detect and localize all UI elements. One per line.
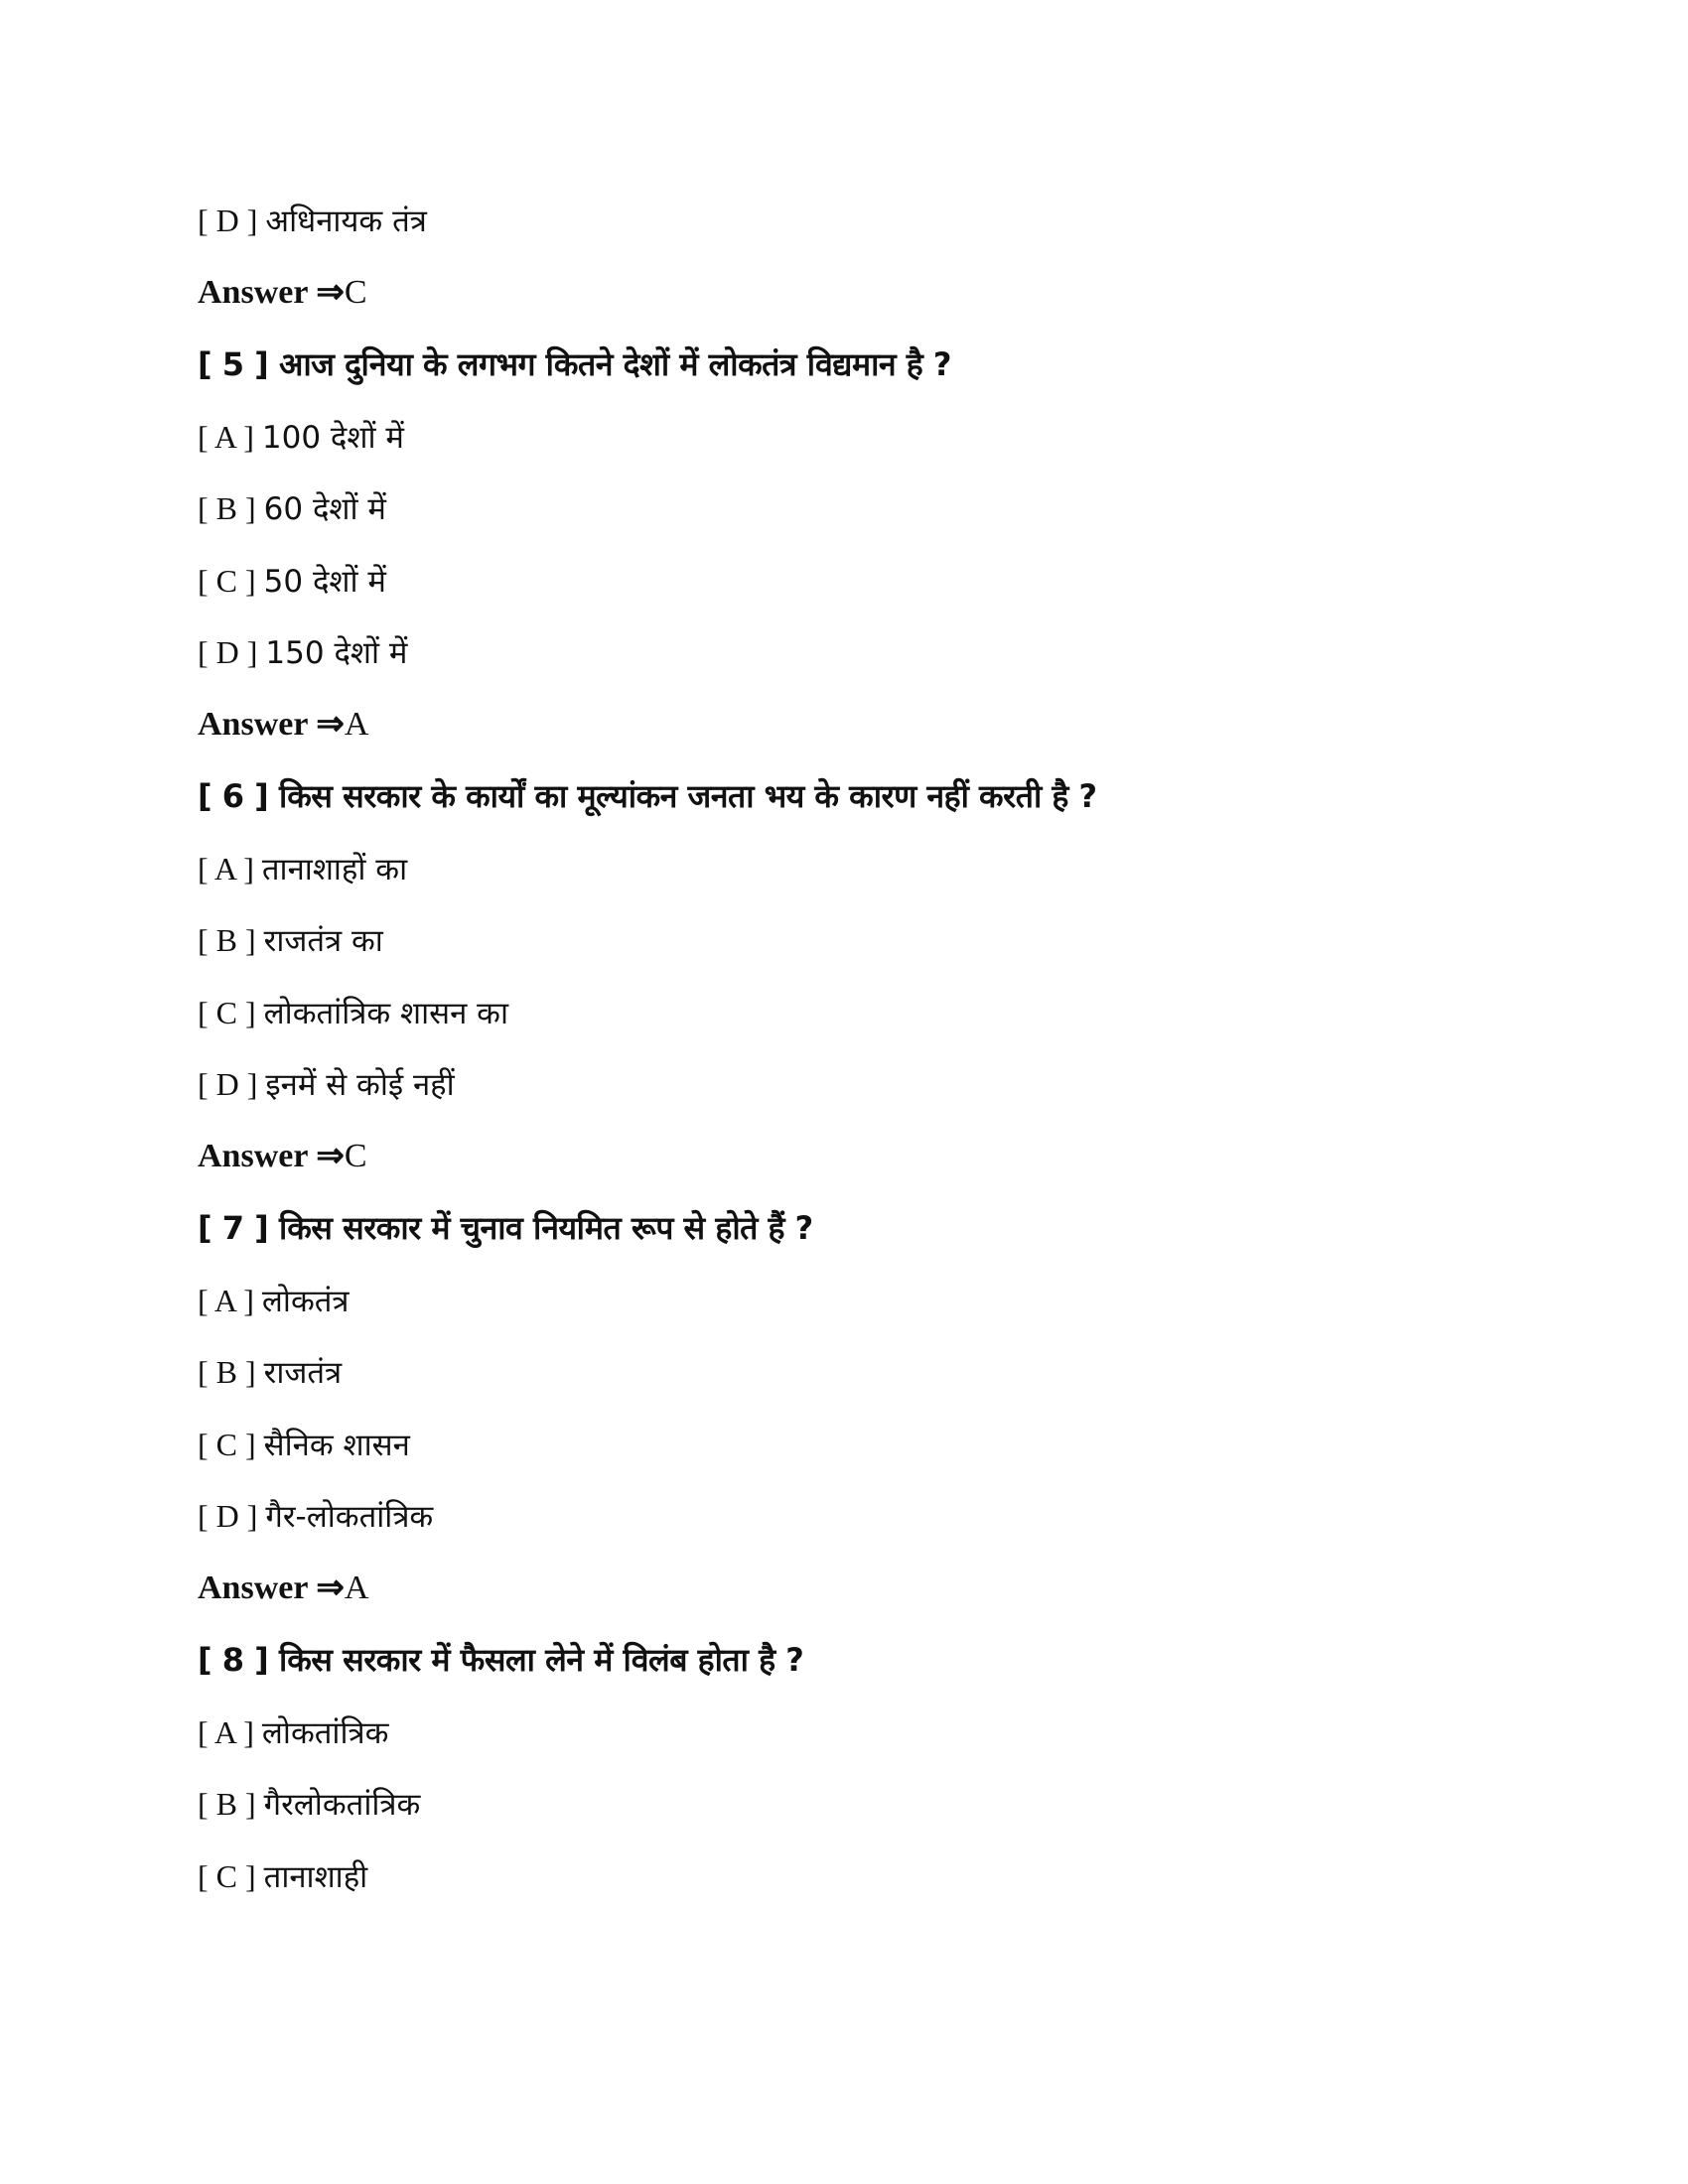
question-number: [ 5 ] (198, 345, 269, 383)
option-a (198, 833, 1097, 905)
option-label: [ C ] (198, 1426, 256, 1462)
option-b (198, 473, 1097, 545)
option-c (198, 545, 1097, 617)
option-d (198, 185, 1097, 257)
option-text: गैरलोकतांत्रिक (263, 1787, 421, 1823)
option-label: [ A ] (198, 1282, 254, 1318)
option-a (198, 1265, 1097, 1337)
option-d (198, 1048, 1097, 1121)
question-number: [ 8 ] (198, 1641, 269, 1679)
option-text: 60 देशों में (263, 491, 386, 527)
option-label: [ A ] (198, 1713, 254, 1750)
option-d (198, 1480, 1097, 1553)
option-text: सैनिक शासन (263, 1427, 410, 1463)
answer-prefix: Answer ⇒ (198, 1137, 345, 1174)
option-b (198, 904, 1097, 977)
option-label: [ D ] (198, 1498, 258, 1534)
answer-prefix: Answer ⇒ (198, 1569, 345, 1606)
question-number: [ 7 ] (198, 1209, 269, 1247)
option-text: तानाशाही (263, 1858, 368, 1895)
option-d (198, 616, 1097, 689)
option-text: 150 देशों में (265, 635, 408, 671)
question-text: किस सरकार में फैसला लेने में विलंब होता है ? (278, 1641, 804, 1679)
option-text: 50 देशों में (263, 563, 386, 600)
option-text: लोकतंत्र (261, 1283, 350, 1319)
answer-line (198, 1553, 1097, 1625)
question-text: किस सरकार में चुनाव नियमित रूप से होते हैं ? (278, 1209, 813, 1247)
option-label: [ C ] (198, 562, 256, 599)
answer-prefix: Answer ⇒ (198, 273, 345, 311)
answer-value: C (344, 1137, 367, 1174)
question-number: [ 6 ] (198, 777, 269, 815)
question-7 (198, 1192, 1097, 1265)
option-text: लोकतांत्रिक शासन का (263, 995, 508, 1031)
answer-line (198, 689, 1097, 761)
option-label: [ C ] (198, 994, 256, 1030)
question-text: किस सरकार के कार्यों का मूल्यांकन जनता भय के कारण नहीं करती है ? (278, 777, 1097, 815)
option-a (198, 1697, 1097, 1769)
option-text: लोकतांत्रिक (261, 1714, 389, 1751)
option-label: [ D ] (198, 634, 258, 670)
option-c (198, 1409, 1097, 1481)
answer-value: C (344, 273, 367, 311)
question-8 (198, 1624, 1097, 1697)
answer-line (198, 257, 1097, 330)
answer-line (198, 1121, 1097, 1193)
answer-value: A (344, 705, 369, 743)
option-c (198, 1841, 1097, 1913)
answer-prefix: Answer ⇒ (198, 705, 345, 743)
option-label: [ B ] (198, 922, 256, 958)
option-a (198, 401, 1097, 474)
question-5 (198, 329, 1097, 401)
option-b (198, 1336, 1097, 1409)
question-text: आज दुनिया के लगभग कितने देशों में लोकतंत्र विद्यमान है ? (278, 345, 951, 383)
option-label: [ B ] (198, 1786, 256, 1822)
option-b (198, 1768, 1097, 1841)
option-label: [ C ] (198, 1857, 256, 1894)
option-text: राजतंत्र का (263, 923, 383, 959)
option-c (198, 977, 1097, 1049)
option-text: तानाशाहों का (261, 851, 408, 887)
option-label: [ A ] (198, 418, 254, 455)
answer-value: A (344, 1569, 369, 1606)
option-text: 100 देशों में (261, 419, 404, 456)
option-text: अधिनायक तंत्र (265, 204, 427, 239)
option-label: [ A ] (198, 850, 254, 887)
option-label: [ B ] (198, 490, 256, 526)
option-label: [ D ] (198, 1066, 258, 1102)
option-label: [ B ] (198, 1354, 256, 1390)
option-text: गैर-लोकतांत्रिक (265, 1499, 434, 1535)
question-6 (198, 760, 1097, 833)
quiz-page (198, 185, 1097, 1912)
option-text: राजतंत्र (263, 1355, 343, 1391)
option-label: [ D ] (198, 203, 258, 238)
option-text: इनमें से कोई नहीं (265, 1067, 455, 1103)
